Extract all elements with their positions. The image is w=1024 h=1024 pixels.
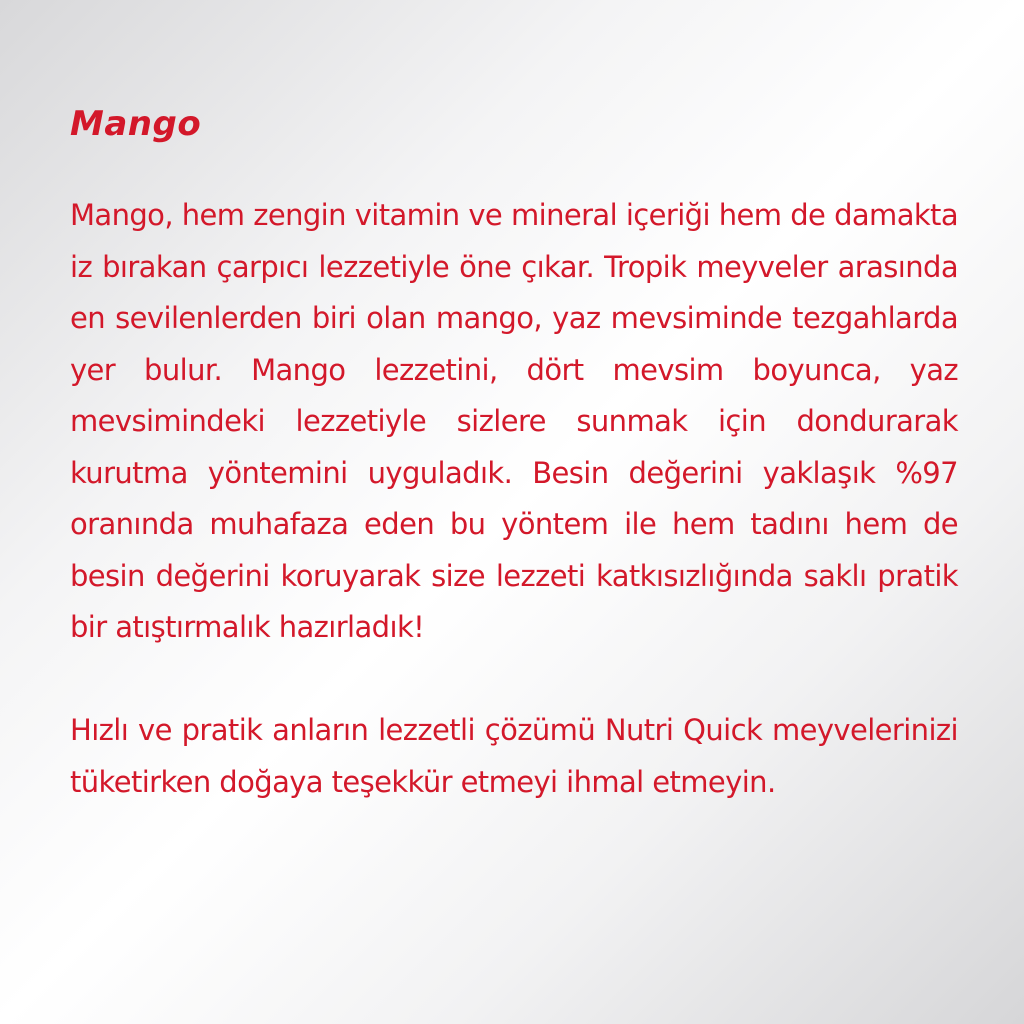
body-text: [70, 190, 958, 808]
page-title: Mango: [70, 104, 202, 144]
paragraph-description: Mango, hem zengin vitamin ve mineral içeriği hem de damakta iz bırakan çarpıcı lezzetiyle öne çıkar. Tropik meyveler arasında en sevilenlerden biri olan mango, yaz mevsiminde tezgahlarda yer bulur. Mango lezzetini, dört mevsim boyunca, yaz mevsimindeki lezzetiyle sizlere sunmak için dondurarak kurutma yöntemini uyguladık. Besin değerini yaklaşık %97 oranında muhafaza eden bu yöntem ile hem tadını hem de besin değerini koruyarak size lezzeti katkısızlığında saklı pratik bir atıştırmalık hazırladık!: [70, 198, 958, 644]
paragraph-closing: Hızlı ve pratik anların lezzetli çözümü Nutri Quick meyvelerinizi tüketirken doğaya teşekkür etmeyi ihmal etmeyin.: [70, 713, 958, 799]
